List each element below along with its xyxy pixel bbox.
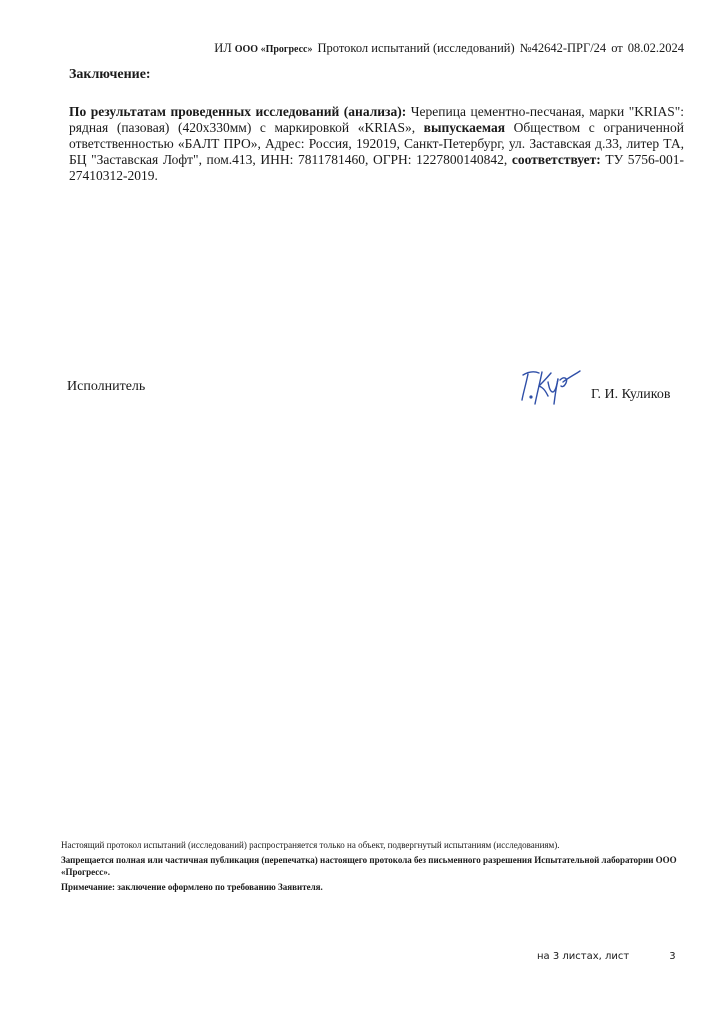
document-footer [61, 839, 681, 893]
protocol-date: 08.02.2024 [627, 41, 684, 55]
conclusion-complies: соответствует: [511, 152, 601, 167]
page-info [537, 951, 676, 962]
conclusion-title: Заключение: [69, 67, 151, 82]
executor-label: Исполнитель [67, 379, 146, 394]
footer-remark: Примечание: заключение оформлено по требованию Заявителя. [61, 881, 323, 892]
footer-publication-restriction: Запрещается полная или частичная публикация (перепечатка) настоящего протокола без письменного разрешения Испытательной лаборатории ООО «Прогресс». [61, 854, 677, 877]
protocol-label: Протокол испытаний (исследований) [317, 41, 515, 55]
document-header [180, 41, 684, 56]
page-info-label: на 3 листах, лист [537, 951, 630, 962]
lab-name: ООО «Прогресс» [234, 44, 313, 55]
conclusion-text-1: Черепица цементно-песчаная, марки "KRIAS": рядная (пазовая) (420x330мм) с маркировкой «KRIAS», [69, 104, 684, 135]
signature-image [518, 366, 584, 406]
footer-scope-note: Настоящий протокол испытаний (исследований) распространяется только на объект, подвергнутый испытаниям (исследованиям). [61, 840, 560, 850]
conclusion-body [69, 104, 684, 184]
lab-prefix: ИЛ [214, 41, 232, 55]
conclusion-standard: ТУ 5756-001-27410312-2019. [69, 152, 684, 183]
page-number: 3 [669, 951, 676, 962]
conclusion-produced: выпускаемая [423, 120, 506, 135]
conclusion-text-2: Обществом с ограниченной ответственностью «БАЛТ ПРО», Адрес: Россия, 192019, Санкт-Петербург, ул. Заставская д.33, литер ТА, БЦ "Заставская Лофт", пом.413, ИНН: 7811781460, ОГРН: 1227800140842, [69, 120, 684, 167]
from-word: от [611, 41, 623, 55]
conclusion-lead: По результатам проведенных исследований (анализа): [69, 104, 407, 119]
signer-name: Г. И. Куликов [591, 387, 671, 402]
protocol-number: №42642-ПРГ/24 [519, 41, 607, 55]
